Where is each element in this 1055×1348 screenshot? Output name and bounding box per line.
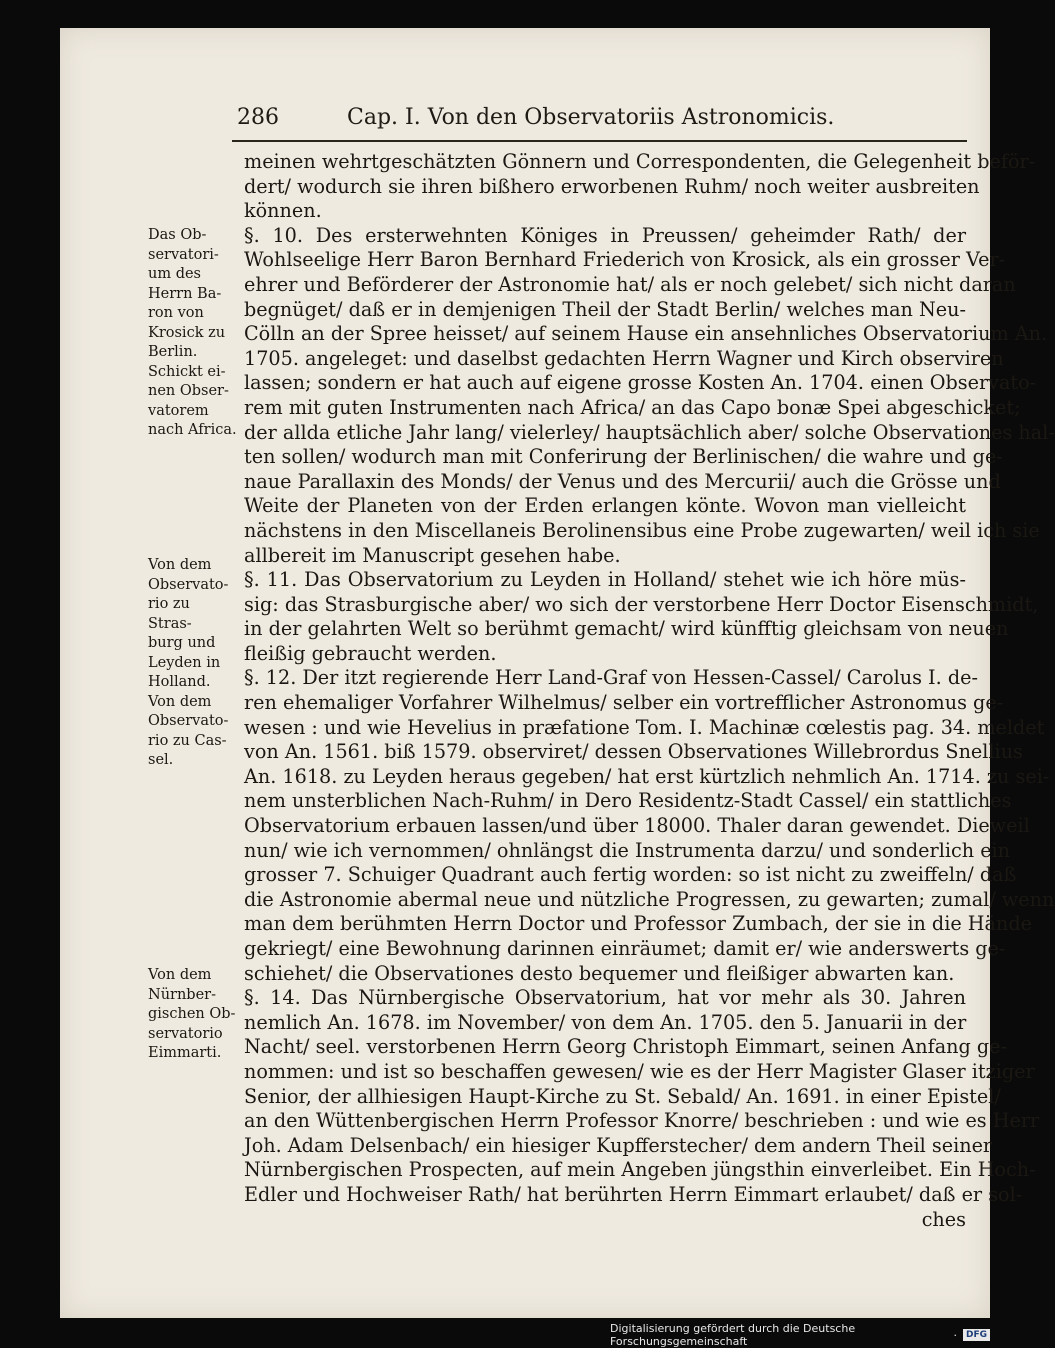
margin-note-line: rio zu xyxy=(148,596,190,612)
text-line: wesen : und wie Hevelius in præfatione Tom. I. Machinæ cœlestis pag. 34. meldet xyxy=(244,715,1045,739)
catchword: ches xyxy=(921,1207,966,1231)
margin-note-line: gischen Ob- xyxy=(148,1006,236,1022)
margin-note-nuernberg xyxy=(148,966,242,1064)
margin-note-line: Observato- xyxy=(148,713,229,729)
running-head: Cap. I. Von den Observatoriis Astronomicis. xyxy=(347,105,835,130)
text-line: fleißig gebraucht werden. xyxy=(244,641,497,665)
text-line: Edler und Hochweiser Rath/ hat berührten Herrn Eimmart erlaubet/ daß er sol- xyxy=(244,1182,1023,1206)
text-line: meinen wehrtgeschätzten Gönnern und Correspondenten, die Gelegenheit beför- xyxy=(244,150,1036,173)
margin-note-line: Von dem xyxy=(148,693,212,710)
text-line: ren ehemaliger Vorfahrer Wilhelmus/ selber ein vortrefflicher Astronomus ge- xyxy=(244,691,1004,715)
margin-note-line: nen Obser- xyxy=(148,383,229,399)
text-line: die Astronomie abermal neue und nützliche Progressen, zu gewarten; zumal/ wenn xyxy=(244,887,1055,911)
margin-note-line: nach Africa. xyxy=(148,422,237,438)
text-line: Nacht/ seel. verstorbenen Herrn Georg Christoph Eimmart, seinen Anfang ge- xyxy=(244,1035,1008,1059)
margin-note-line: Schickt ei- xyxy=(148,363,226,380)
text-line: können. xyxy=(244,199,322,223)
text-line: nem unsterblichen Nach-Ruhm/ in Dero Residentz-Stadt Cassel/ ein stattliches xyxy=(244,789,1012,813)
text-line: gekriegt/ eine Bewohnung darinnen einräumet; damit er/ wie anderswerts ge- xyxy=(244,937,1006,960)
text-line: Joh. Adam Delsenbach/ ein hiesiger Kupfferstecher/ dem andern Theil seiner xyxy=(244,1133,993,1157)
margin-note-line: Von dem xyxy=(148,967,212,983)
margin-note-line: Observato- xyxy=(148,576,229,593)
text-line: nemlich An. 1678. im November/ von dem An. 1705. den 5. Januarii in der xyxy=(244,1010,967,1034)
margin-note-line: Stras- xyxy=(148,615,192,632)
text-line: 1705. angeleget: und daselbst gedachten Herrn Wagner und Kirch observiren xyxy=(244,346,1004,370)
margin-note-line: Nürnber- xyxy=(148,986,216,1003)
text-line: grosser 7. Schuiger Quadrant auch fertig worden: so ist nicht zu zweiffeln/ daß xyxy=(244,863,1017,887)
page-footer: Digitalisierung gefördert durch die Deutsche Forschungsgemeinschaft · DFG xyxy=(610,1326,990,1344)
main-text-block xyxy=(244,150,1055,1232)
margin-note-line: Holland. xyxy=(148,674,211,690)
text-line: Senior, der allhiesigen Haupt-Kirche zu St. Sebald/ An. 1691. in einer Epistel/ xyxy=(244,1084,1001,1108)
margin-note-strasburg-leyden-cassel xyxy=(148,556,242,771)
text-line: nächstens in den Miscellaneis Berolinensibus eine Probe zugewarten/ weil ich sie xyxy=(244,518,1040,542)
margin-note-line: Eimmarti. xyxy=(148,1045,222,1061)
text-line: ehrer und Beförderer der Astronomie hat/ als er noch gelebet/ sich nicht daran xyxy=(244,272,1016,296)
text-line: Wohlseelige Herr Baron Bernhard Friederich von Krosick, als ein grosser Ver- xyxy=(244,248,1006,272)
text-line: §. 10. Des ersterwehnten Königes in Preussen/ geheimder Rath/ der xyxy=(244,223,966,247)
margin-note-line: burg und xyxy=(148,635,216,651)
margin-note-line: Das Ob- xyxy=(148,227,207,243)
text-line: ten sollen/ wodurch man mit Conferirung der Berlinischen/ die wahre und ge- xyxy=(244,445,1003,469)
text-line: schiehet/ die Observationes desto bequemer und fleißiger abwarten kan. xyxy=(244,961,955,985)
text-line: von An. 1561. biß 1579. observiret/ dessen Observationes Willebrordus Snellius xyxy=(244,740,1023,764)
margin-note-berlin xyxy=(148,226,242,441)
text-line: der allda etliche Jahr lang/ vielerley/ hauptsächlich aber/ solche Observationes hal- xyxy=(244,420,1055,444)
text-line: in der gelahrten Welt so berühmt gemacht/ wird künfftig gleichsam von neuen xyxy=(244,617,1009,641)
text-line: lassen; sondern er hat auch auf eigene grosse Kosten An. 1704. einen Observato- xyxy=(244,371,1037,395)
margin-note-line: Krosick zu xyxy=(148,324,226,341)
margin-note-line: vatorem xyxy=(148,402,209,419)
dfg-logo-icon: DFG xyxy=(963,1329,990,1341)
margin-note-line: Leyden in xyxy=(148,654,221,671)
text-line: §. 14. Das Nürnbergische Observatorium, hat vor mehr als 30. Jahren xyxy=(244,986,966,1010)
margin-note-line: servatori- xyxy=(148,246,219,263)
text-line: naue Parallaxin des Monds/ der Venus und des Mercurii/ auch die Grösse und xyxy=(244,469,1001,493)
text-line: sig: das Strasburgische aber/ wo sich der verstorbene Herr Doctor Eisenschmidt, xyxy=(244,592,1039,616)
text-line: An. 1618. zu Leyden heraus gegeben/ hat erst kürtzlich nehmlich An. 1714. zu sei- xyxy=(244,764,1050,788)
text-line: Observatorium erbauen lassen/und über 18000. Thaler daran gewendet. Dieweil xyxy=(244,814,1030,838)
page-header xyxy=(237,105,969,135)
margin-note-line: servatorio xyxy=(148,1025,223,1042)
text-line: nun/ wie ich vernommen/ ohnlängst die Instrumenta darzu/ und sonderlich ein xyxy=(244,838,1011,862)
text-line: Weite der Planeten von der Erden erlangen könte. Wovon man vielleicht xyxy=(244,494,966,518)
margin-note-line: um des xyxy=(148,266,202,282)
text-line: Nürnbergischen Prospecten, auf mein Angeben jüngsthin einverleibet. Ein Hoch- xyxy=(244,1158,1036,1182)
text-line: allbereit im Manuscript gesehen habe. xyxy=(244,543,621,567)
text-line: begnüget/ daß er in demjenigen Theil der Stadt Berlin/ welches man Neu- xyxy=(244,297,966,321)
text-line: §. 12. Der itzt regierende Herr Land-Graf von Hessen-Cassel/ Carolus I. de- xyxy=(244,666,978,690)
margin-note-line: sel. xyxy=(148,752,174,768)
margin-note-line: ron von xyxy=(148,305,204,321)
text-line: man dem berühmten Herrn Doctor und Professor Zumbach, der sie in die Hände xyxy=(244,912,1032,936)
text-line: an den Wüttenbergischen Herrn Professor Knorre/ beschrieben : und wie es Herr xyxy=(244,1109,1040,1133)
margin-note-line: rio zu Cas- xyxy=(148,732,227,749)
text-line: nommen: und ist so beschaffen gewesen/ wie es der Herr Magister Glaser itziger xyxy=(244,1059,1035,1083)
page-number: 286 xyxy=(237,105,279,130)
digitization-credit: Digitalisierung gefördert durch die Deutsche Forschungsgemeinschaft xyxy=(610,1322,856,1348)
margin-note-line: Berlin. xyxy=(148,344,198,360)
header-rule xyxy=(232,140,967,142)
text-line: Cölln an der Spree heisset/ auf seinem Hause ein ansehnliches Observatorium An. xyxy=(244,322,1048,346)
text-line: rem mit guten Instrumenten nach Africa/ an das Capo bonæ Spei abgeschicket; xyxy=(244,395,1021,419)
text-line: dert/ wodurch sie ihren bißhero erworbenen Ruhm/ noch weiter ausbreiten xyxy=(244,174,980,198)
margin-note-line: Von dem xyxy=(148,557,212,573)
margin-note-line: Herrn Ba- xyxy=(148,285,222,302)
text-line: §. 11. Das Observatorium zu Leyden in Holland/ stehet wie ich höre müs- xyxy=(244,568,966,592)
